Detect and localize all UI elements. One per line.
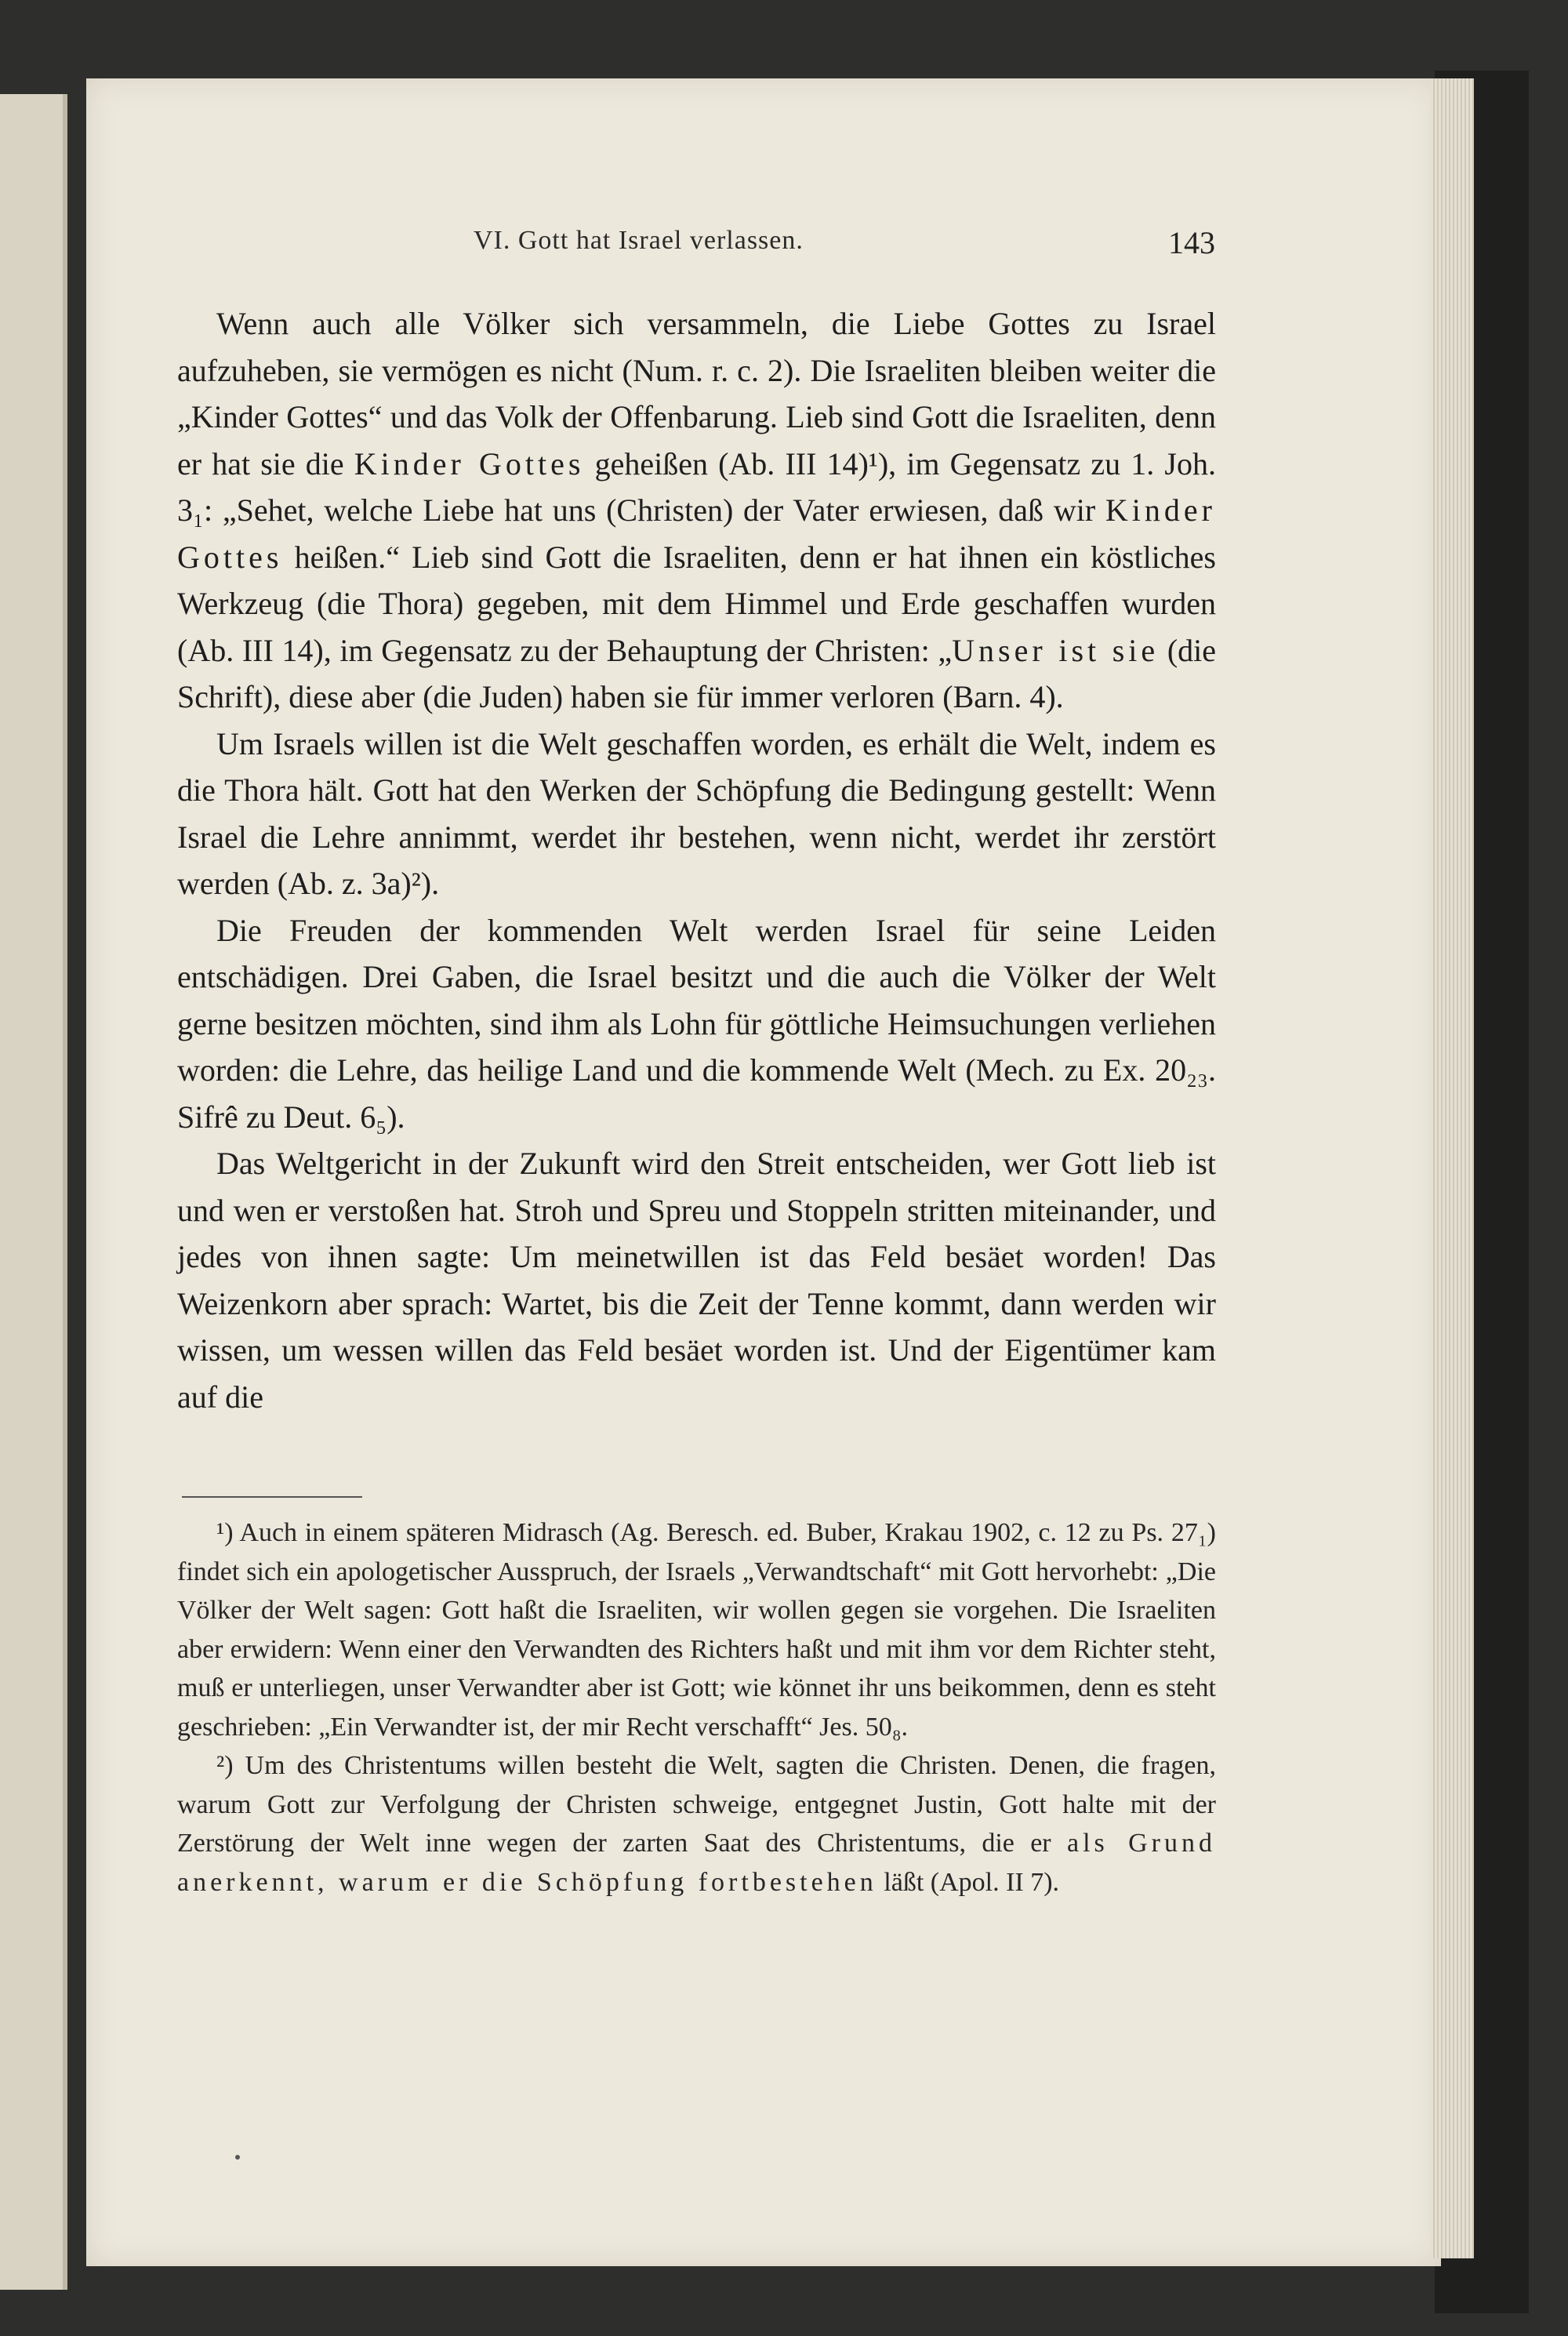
- running-header: VI. Gott hat Israel verlassen.: [474, 226, 804, 255]
- footnote-2: [177, 1746, 1216, 1902]
- p1-spaced-kinder-gottes-1: Kinder Gottes: [354, 445, 585, 481]
- p1-part-c: geheißen (Ab. III 14)¹), im Gegensatz zu 1. Joh. 3₁: „Sehet, welche Liebe hat uns (Christen) der Vater erwiesen, daß wir: [177, 445, 1216, 528]
- page-number: 143: [1168, 225, 1215, 260]
- page-edges: [1431, 78, 1474, 2258]
- p1-part-a: Wenn auch alle Völker sich versammeln, die Liebe Gottes zu Israel aufzuheben, sie vermögen es nicht (Num. r. c. 2). Die Israeliten bleiben weiter die „Kinder Gottes“ und das Volk der Offenbarung. Lieb sind Gott die Israeliten, denn er hat sie die: [177, 306, 1216, 481]
- paragraph-1: [177, 300, 1216, 721]
- fn2-spaced-text: als Grund anerkennt, warum er die Schöpfung fortbestehen: [177, 1829, 1216, 1897]
- p1-part-g: (die Schrift), diese aber (die Juden) haben sie für immer verloren (Barn. 4).: [177, 632, 1216, 714]
- p1-spaced-unser-ist-sie: Unser ist sie: [952, 632, 1160, 668]
- main-text: [177, 300, 1216, 1420]
- p1-spaced-kinder-gottes-2: Kinder Gottes: [177, 492, 1216, 575]
- footnote-rule: [182, 1496, 362, 1498]
- left-page-edge: [0, 94, 67, 2290]
- paragraph-3: Die Freuden der kommenden Welt werden Israel für seine Leiden entschädigen. Drei Gaben, die Israel besitzt und die auch die Völker der Welt gerne besitzen möchten, sind ihm als Lohn für göttliche Heimsuchungen verliehen worden: die Lehre, das heilige Land und die kommende Welt (Mech. zu Ex. 20₂₃. Sifrê zu Deut. 6₅).: [177, 912, 1216, 1135]
- p1-part-e: heißen.“ Lieb sind Gott die Israeliten, denn er hat ihnen ein köstliches Werkzeug (die Thora) gegeben, mit dem Himmel und Erde geschaffen wurden (Ab. III 14), im Gegensatz zu der Behauptung der Christen: „: [177, 539, 1216, 668]
- fn2-part-a: ²) Um des Christentums willen besteht die Welt, sagten die Christen. Denen, die fragen, warum Gott zur Verfolgung der Christen schweige, entgegnet Justin, Gott halte mit der Zerstörung der Welt inne wegen der zarten Saat des Christentums, die er: [177, 1751, 1216, 1858]
- ink-spot: [235, 2155, 240, 2160]
- footnotes: [177, 1513, 1216, 1902]
- footnote-1: ¹) Auch in einem späteren Midrasch (Ag. Beresch. ed. Buber, Krakau 1902, c. 12 zu Ps. 27₁) findet sich ein apologetischer Ausspruch, der Israels „Verwandtschaft“ mit Gott hervorhebt: „Die Völker der Welt sagen: Gott haßt die Israeliten, wir wollen gegen sie vorgehen. Die Israeliten aber erwidern: Wenn einer den Verwandten des Richters haßt und mit ihm vor dem Richter steht, muß er unterliegen, unser Verwandter aber ist Gott; wie könnet ihr uns beikommen, denn es steht geschrieben: „Ein Verwandter ist, der mir Recht verschafft“ Jes. 50₈.: [177, 1518, 1216, 1742]
- paragraph-4: Das Weltgericht in der Zukunft wird den Streit entscheiden, wer Gott lieb ist und wen er verstoßen hat. Stroh und Spreu und Stoppeln stritten miteinander, und jedes von ihnen sagte: Um meinetwillen ist das Feld besäet worden! Das Weizenkorn aber sprach: Wartet, bis die Zeit der Tenne kommt, dann werden wir wissen, um wessen willen das Feld besäet worden ist. Und der Eigentümer kam auf die: [177, 1146, 1216, 1415]
- fn2-part-c: läßt (Apol. II 7).: [877, 1867, 1060, 1897]
- paragraph-2: Um Israels willen ist die Welt geschaffen worden, es erhält die Welt, indem es die Thora hält. Gott hat den Werken der Schöpfung die Bedingung gestellt: Wenn Israel die Lehre annimmt, werdet ihr bestehen, wenn nicht, werdet ihr zerstört werden (Ab. z. 3a)²).: [177, 725, 1216, 901]
